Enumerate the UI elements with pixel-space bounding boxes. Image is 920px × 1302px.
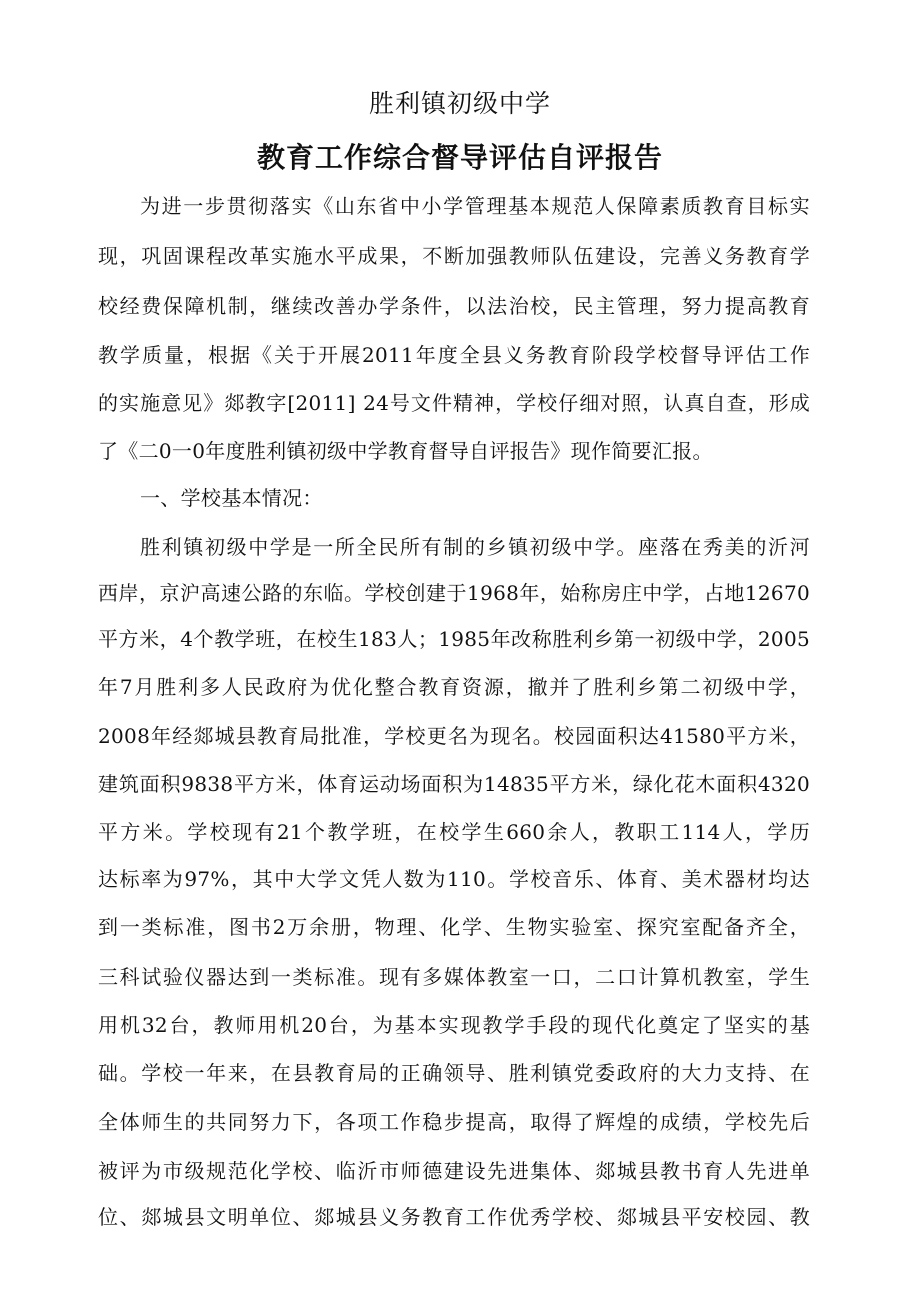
body-line: 位、郯城县文明单位、郯城县义务教育工作优秀学校、郯城县平安校园、教 bbox=[98, 1205, 810, 1229]
body-line: 建筑面积9838平方米，体育运动场面积为14835平方米，绿化花木面积4320 bbox=[98, 772, 810, 796]
body-line: 到一类标准，图书2万余册，物理、化学、生物实验室、探究室配备齐全， bbox=[98, 915, 810, 939]
body-line: 用机32台，教师用机20台，为基本实现教学手段的现代化奠定了坚实的基 bbox=[98, 1013, 810, 1037]
intro-line: 教学质量，根据《关于开展2011年度全县义务教育阶段学校督导评估工作 bbox=[98, 343, 810, 367]
intro-line: 现，巩固课程改革实施水平成果，不断加强教师队伍建设，完善义务教育学 bbox=[98, 244, 810, 268]
body-line: 西岸，京沪高速公路的东临。学校创建于1968年，始称房庄中学，占地12670 bbox=[98, 581, 810, 605]
intro-line: 为进一步贯彻落实《山东省中小学管理基本规范人保障素质教育目标实 bbox=[140, 194, 810, 218]
body-line: 年7月胜利多人民政府为优化整合教育资源，撤并了胜利乡第二初级中学， bbox=[98, 675, 810, 699]
body-line: 平方米，4个教学班，在校生183人；1985年改称胜利乡第一初级中学，2005 bbox=[98, 627, 810, 651]
body-line: 础。学校一年来，在县教育局的正确领导、胜利镇党委政府的大力支持、在 bbox=[98, 1061, 810, 1085]
body-line: 被评为市级规范化学校、临沂市师德建设先进集体、郯城县教书育人先进单 bbox=[98, 1159, 810, 1183]
school-title: 胜利镇初级中学 bbox=[368, 89, 551, 118]
body-line: 全体师生的共同努力下，各项工作稳步提高，取得了辉煌的成绩，学校先后 bbox=[98, 1110, 810, 1134]
body-line: 胜利镇初级中学是一所全民所有制的乡镇初级中学。座落在秀美的沂河 bbox=[140, 535, 810, 559]
report-title: 教育工作综合督导评估自评报告 bbox=[256, 141, 663, 174]
body-line: 2008年经郯城县教育局批准，学校更名为现名。校园面积达41580平方米， bbox=[98, 724, 810, 748]
intro-line: 校经费保障机制，继续改善办学条件，以法治校，民主管理，努力提高教育 bbox=[98, 294, 810, 318]
body-line: 平方米。学校现有21个教学班，在校学生660余人，教职工114人，学历 bbox=[98, 820, 810, 844]
intro-line: 了《二0一0年度胜利镇初级中学教育督导自评报告》现作简要汇报。 bbox=[98, 439, 713, 463]
body-line: 三科试验仪器达到一类标准。现有多媒体教室一口，二口计算机教室，学生 bbox=[98, 965, 810, 989]
intro-line: 的实施意见》郯教字[2011] 24号文件精神，学校仔细对照，认真自查，形成 bbox=[98, 391, 810, 415]
body-line: 达标率为97%，其中大学文凭人数为110。学校音乐、体育、美术器材均达 bbox=[98, 867, 810, 891]
section-heading: 一、学校基本情况： bbox=[140, 486, 323, 510]
